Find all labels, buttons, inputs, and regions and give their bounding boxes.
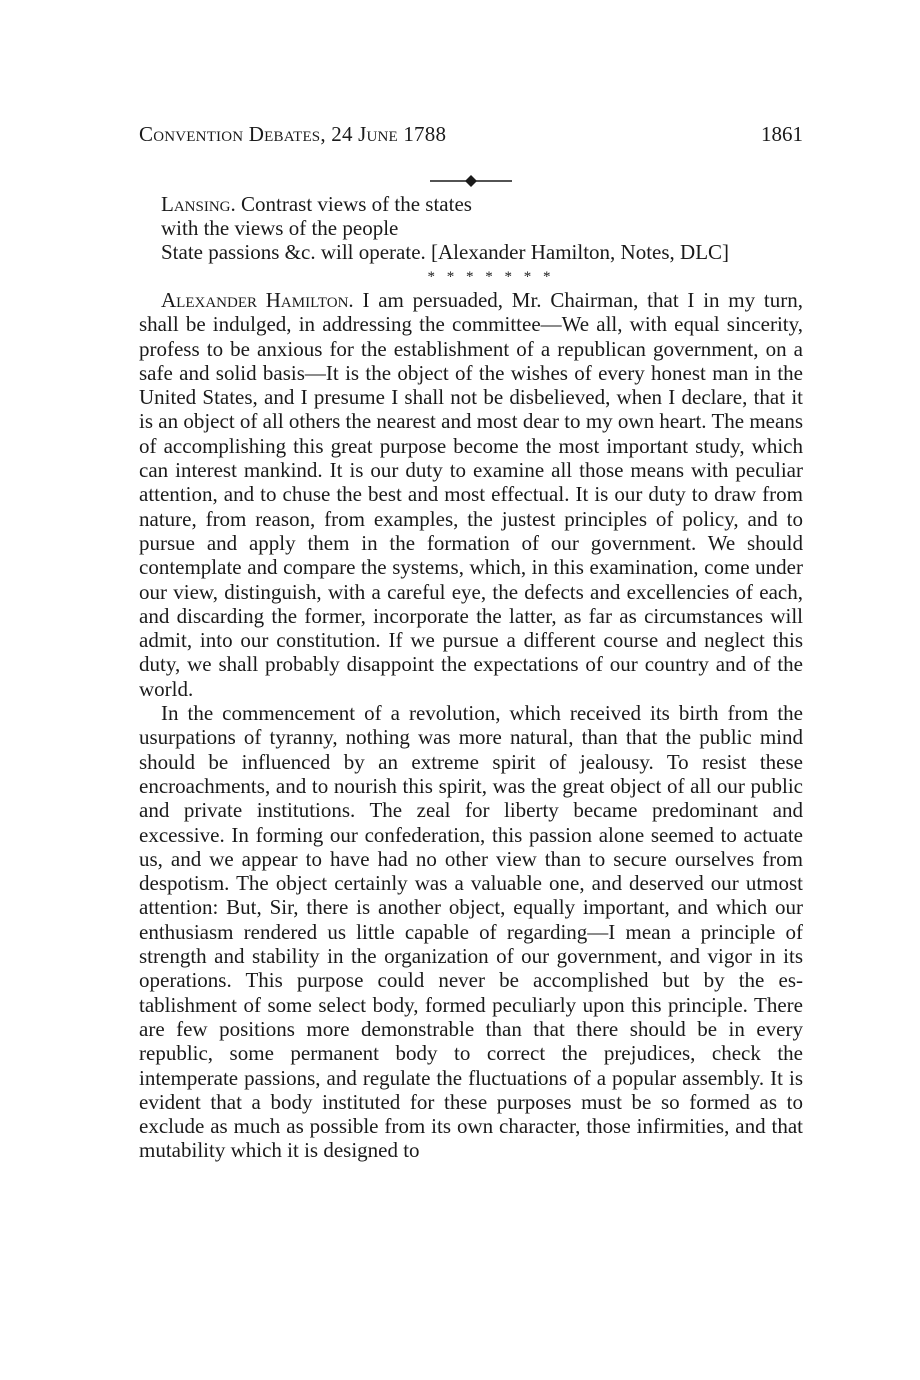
notes-speaker: Lansing. (161, 192, 236, 216)
speech-body (139, 288, 803, 1163)
speech-paragraph-2: In the commencement of a revolution, which received its birth from the usurpations of tyranny, nothing was more natural, than that the public mind should be influenced by an extreme spirit of jealousy. To resist these encroachments, and to nourish this spirit, was the great object of all our public and private institutions. The zeal for liberty became predominant and excessive. In forming our confederation, this passion alone seemed to actuate us, and we appear to have had no other view than to secure ourselves from despotism. The object certainly was a valuable one, and deserved our utmost attention: But, Sir, there is another object, equally important, and which our enthusiasm rendered us little capable of regarding—I mean a principle of strength and stability in the organization of our government, and vigor in its operations. This purpose could never be accomplished but by the establishment of some select body, formed peculiarly upon this principle. There are few positions more demonstrable than that there should be in every republic, some permanent body to correct the prejudices, check the intemperate passions, and regulate the fluctuations of a popular assembly. It is evident that a body instituted for these purposes must be so formed as to exclude as much as possible from its own character, those infirmities, and that mutability which it is designed to (139, 701, 803, 1163)
section-separator: * * * * * * * (427, 269, 555, 285)
diamond-rule-ornament-icon (426, 174, 516, 188)
document-page (139, 120, 803, 1163)
speech-speaker: Alexander Hamilton. (161, 288, 354, 312)
speech-paragraph-1 (139, 288, 803, 701)
notes-line-3: State passions &c. will operate. [Alexander Hamilton, Notes, DLC] (161, 240, 730, 264)
hamilton-notes (139, 192, 803, 264)
notes-line-1-text: Contrast views of the states (241, 192, 472, 216)
notes-line-1 (161, 192, 803, 216)
speech-paragraph-1-text: I am persuaded, Mr. Chairman, that I in my turn, shall be indulged, in addressing the committee—We all, with equal sincerity, profess to be anxious for the establishment of a republican government, on a safe and solid basis—It is the object of the wishes of every honest man in the United States, and I presume I shall not be disbelieved, when I declare, that it is an object of all others the nearest and most dear to my own heart. The means of accomplishing this great purpose become the most important study, which can interest mankind. It is our duty to examine all those means with peculiar attention, and to chuse the best and most effectual. It is our duty to draw from nature, from reason, from examples, the justest principles of policy, and to pursue and apply them in the formation of our government. We should contemplate and compare the systems, which, in this examination, come under our view, distinguish, with a careful eye, the defects and excellencies of each, and discarding the former, incorporate the latter, as far as circumstances will admit, into our constitution. If we pursue a different course and neglect this duty, we shall probably disappoint the expectations of our country and of the world. (139, 288, 803, 701)
running-head-title: Convention Debates, 24 June 1788 (139, 122, 447, 146)
page-number: 1861 (761, 122, 803, 146)
running-head (139, 120, 803, 150)
notes-line-2: with the views of the people (161, 216, 399, 240)
